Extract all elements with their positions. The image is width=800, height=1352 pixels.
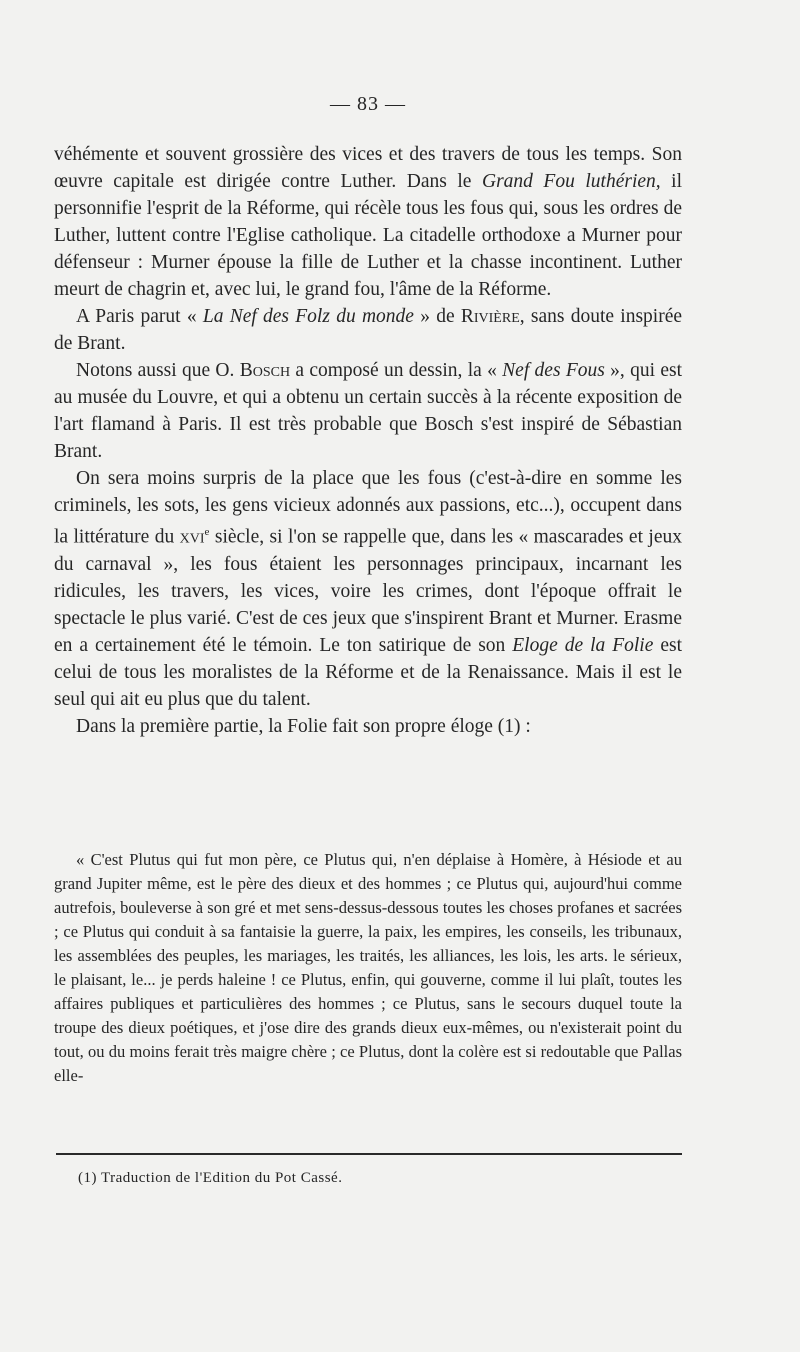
paragraph-3 bbox=[54, 357, 682, 465]
paragraph-2-text: A Paris parut « bbox=[76, 306, 203, 327]
work-title-nef-des-folz: La Nef des Folz du monde bbox=[202, 306, 414, 327]
paragraph-2-text-b: » de bbox=[413, 306, 461, 327]
work-title-eloge-de-la-folie: Eloge de la Folie bbox=[512, 634, 654, 656]
paragraph-3-text: Notons aussi que O. bbox=[76, 360, 240, 381]
paragraph-2-text-c: sans doute inspirée de Brant. bbox=[54, 306, 683, 354]
paragraph-4-text-b: siècle, si l'on se rappelle que, dans les « mascarades et jeux du carnaval », les fous étaient les personnages principaux, incarnant les ridicules, les travers, les vices, voire les crimes, dont l'époque offrait le spectacle le plus varié. C'est de ces jeux que s'inspirent Brant et Murner. Erasme en a certainement été le témoin. Le ton satirique de son bbox=[54, 526, 682, 656]
work-title-nef-des-fous: Nef des Fous bbox=[502, 360, 605, 381]
paragraph-1-rest: il personnifie l'esprit de la Réforme, qui récèle tous les fous qui, sous les ordres de Luther, luttent contre l'Eglise catholique. La citadelle orthodoxe a Murner pour défenseur : Murner épouse la fille de Luther et la chasse incontinent. Luther meurt de chagrin et, avec lui, le grand fou, l'âme de la Réforme. bbox=[54, 171, 682, 300]
paragraph-5: Dans la première partie, la Folie fait son propre éloge (1) : bbox=[76, 715, 531, 737]
quotation-block bbox=[54, 848, 682, 1088]
quotation-text: « C'est Plutus qui fut mon père, ce Plutus qui, n'en déplaise à Homère, à Hésiode et au grand Jupiter même, est le père des dieux et des hommes ; ce Plutus qui, aujourd'hui comme autrefois, bouleverse à son gré et met sens-dessus-dessous toutes les choses profanes et sacrées ; ce Plutus qui conduit à sa fantaisie la guerre, la paix, les empires, les conseils, les tribunaux, les assemblées des peuples, les mariages, les traités, les alliances, les lois, les arts. le sérieux, le plaisant, le... je perds haleine ! ce Plutus, enfin, qui gouverne, comme il lui plaît, toutes les affaires publiques et particulières des hommes ; ce Plutus, sans le secours duquel toute la troupe des dieux poétiques, et j'ose dire des grands dieux eux-mêmes, ou n'existerait point du tout, ou du moins ferait très maigre chère ; ce Plutus, dont la colère est si redoutable que Pallas elle- bbox=[54, 850, 682, 1085]
footnote-divider bbox=[56, 1153, 682, 1155]
paragraph-4-text: On sera moins surpris de la place que les fous (c'est-à-dire en somme les criminels, les sots, les gens vicieux adonnés aux passions, etc...), occupent dans la littérature du bbox=[54, 468, 682, 548]
paragraph-3-text-b: a composé un dessin, la « bbox=[290, 360, 503, 381]
century-superscript: e bbox=[204, 526, 210, 538]
body-text bbox=[54, 141, 682, 740]
author-name-riviere: Rivière, bbox=[460, 306, 525, 327]
page-number: — 83 — bbox=[330, 93, 406, 115]
paragraph-1 bbox=[54, 141, 682, 303]
paragraph-1-text: véhémente et souvent grossière des vices et des travers de tous les temps. Son œuvre capitale est dirigée contre Luther. Dans le bbox=[54, 144, 682, 192]
paragraph-4 bbox=[54, 465, 682, 713]
century-numeral: xvi bbox=[179, 526, 205, 548]
footnote: (1) Traduction de l'Edition du Pot Cassé. bbox=[78, 1170, 343, 1186]
work-title-grand-fou: Grand Fou luthérien, bbox=[481, 171, 661, 192]
author-name-bosch: Bosch bbox=[239, 360, 291, 381]
paragraph-2 bbox=[54, 303, 682, 357]
paragraph-3-text-c: », qui est au musée du Louvre, et qui a obtenu un certain succès à la récente exposition de l'art flamand à Paris. Il est très probable que Bosch s'est inspiré de Sébastian Brant. bbox=[54, 360, 682, 462]
paragraph-4-text-c: est celui de tous les moralistes de la Réforme et de la Renaissance. Mais il est le seul qui ait eu plus que du talent. bbox=[54, 634, 682, 710]
